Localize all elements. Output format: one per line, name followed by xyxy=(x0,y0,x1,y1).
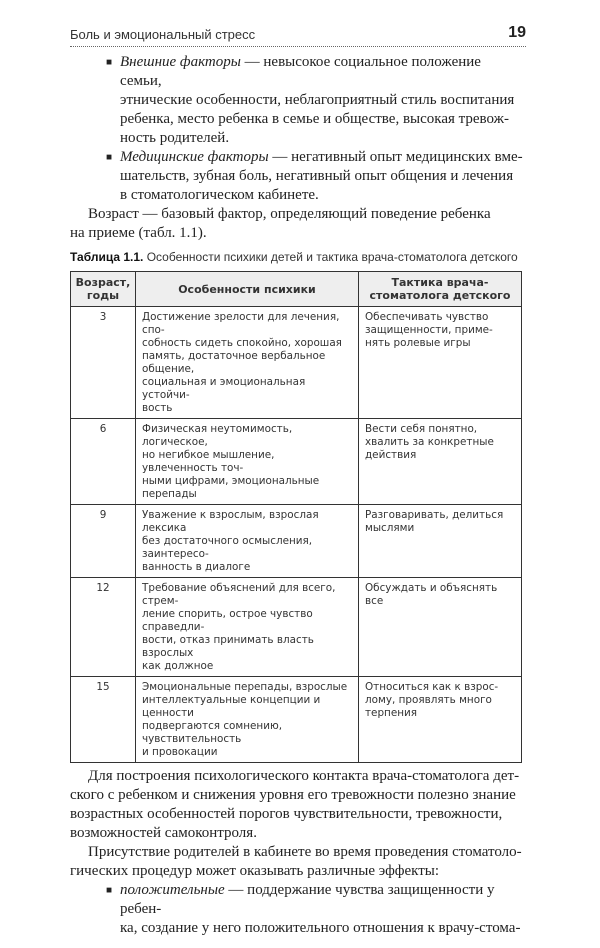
bullet-positive xyxy=(70,881,526,938)
cell-tactic: Относиться как к взрос- лому, проявлять много терпения xyxy=(359,677,522,763)
cell-tactic: Обсуждать и объяснять все xyxy=(359,578,522,677)
column-header-age: Возраст, годы xyxy=(71,272,136,307)
cell-psyche: Уважение к взрослым, взрослая лексика без достаточного осмысления, заинтересо- ванность в диалоге xyxy=(136,505,359,578)
page-number: 19 xyxy=(508,24,526,41)
cell-psyche: Эмоциональные перепады, взрослые интеллектуальные концепции и ценности подвергаются сомнению, чувствительность и провокации xyxy=(136,677,359,763)
table-caption xyxy=(70,249,526,265)
cell-age: 6 xyxy=(71,419,136,505)
bullet-medical-factors xyxy=(70,148,526,205)
table-row xyxy=(71,578,522,677)
age-psychology-table xyxy=(70,271,522,763)
bullet-text: — поддержание чувства защищенности у ребен- ка, создание у него положительного отношения к врачу-стома- xyxy=(120,882,521,936)
bullet-text: — негативный опыт медицинских вме- шательств, зубная боль, негативный опыт общения и лечения в стоматологическом кабинете. xyxy=(120,149,523,203)
paragraph-age: Возраст — базовый фактор, определяющий поведение ребенка на приеме (табл. 1.1). xyxy=(70,206,491,241)
bullet-term: положительные xyxy=(120,882,225,898)
bullet-text: — невысокое социальное положение семьи, этнические особенности, неблагоприятный стиль воспитания ребенка, место ребенка в семье и обществе, высокая тревож- ность родителей. xyxy=(120,54,515,146)
cell-psyche: Физическая неутомимость, логическое, но негибкое мышление, увлеченность точ- ными цифрами, эмоциональные перепады xyxy=(136,419,359,505)
table-row xyxy=(71,307,522,419)
chapter-title: Боль и эмоциональный стресс xyxy=(70,27,256,42)
table-row xyxy=(71,419,522,505)
table-header-row xyxy=(71,272,522,307)
cell-tactic: Обеспечивать чувство защищенности, приме- нять ролевые игры xyxy=(359,307,522,419)
bullet-icon: ■ xyxy=(106,152,113,163)
column-header-tactic: Тактика врача- стоматолога детского xyxy=(359,272,522,307)
bullet-term: Медицинские факторы xyxy=(120,149,269,165)
paragraph-contact: Для построения психологического контакта врача-стоматолога дет- ского с ребенком и снижения уровня его тревожности полезно знание возрастных особенностей порогов чувствительности, тревожности, возможностей самоконтроля. xyxy=(70,768,520,841)
cell-age: 12 xyxy=(71,578,136,677)
caption-label: Таблица 1.1. xyxy=(70,250,144,264)
bullet-icon: ■ xyxy=(106,57,113,68)
cell-age: 3 xyxy=(71,307,136,419)
caption-text: Особенности психики детей и тактика врача-стоматолога детского xyxy=(143,250,518,264)
cell-psyche: Требование объяснений для всего, стрем- ление спорить, острое чувство справедли- вости, отказ принимать власть взрослых как должное xyxy=(136,578,359,677)
bullet-icon: ■ xyxy=(106,885,113,896)
cell-age: 9 xyxy=(71,505,136,578)
cell-tactic: Вести себя понятно, хвалить за конкретные действия xyxy=(359,419,522,505)
table-row xyxy=(71,505,522,578)
cell-tactic: Разговаривать, делиться мыслями xyxy=(359,505,522,578)
bullet-term: Внешние факторы xyxy=(120,54,241,70)
paragraph-parents: Присутствие родителей в кабинете во время проведения стоматоло- гических процедур может оказывать различные эффекты: xyxy=(70,844,522,879)
column-header-psyche: Особенности психики xyxy=(136,272,359,307)
cell-psyche: Достижение зрелости для лечения, спо- собность сидеть спокойно, хорошая память, достаточное вербальное общение, социальная и эмоциональная устойчи- вость xyxy=(136,307,359,419)
page xyxy=(70,0,526,948)
cell-age: 15 xyxy=(71,677,136,763)
running-header xyxy=(70,24,526,47)
bullet-external-factors xyxy=(70,53,526,148)
